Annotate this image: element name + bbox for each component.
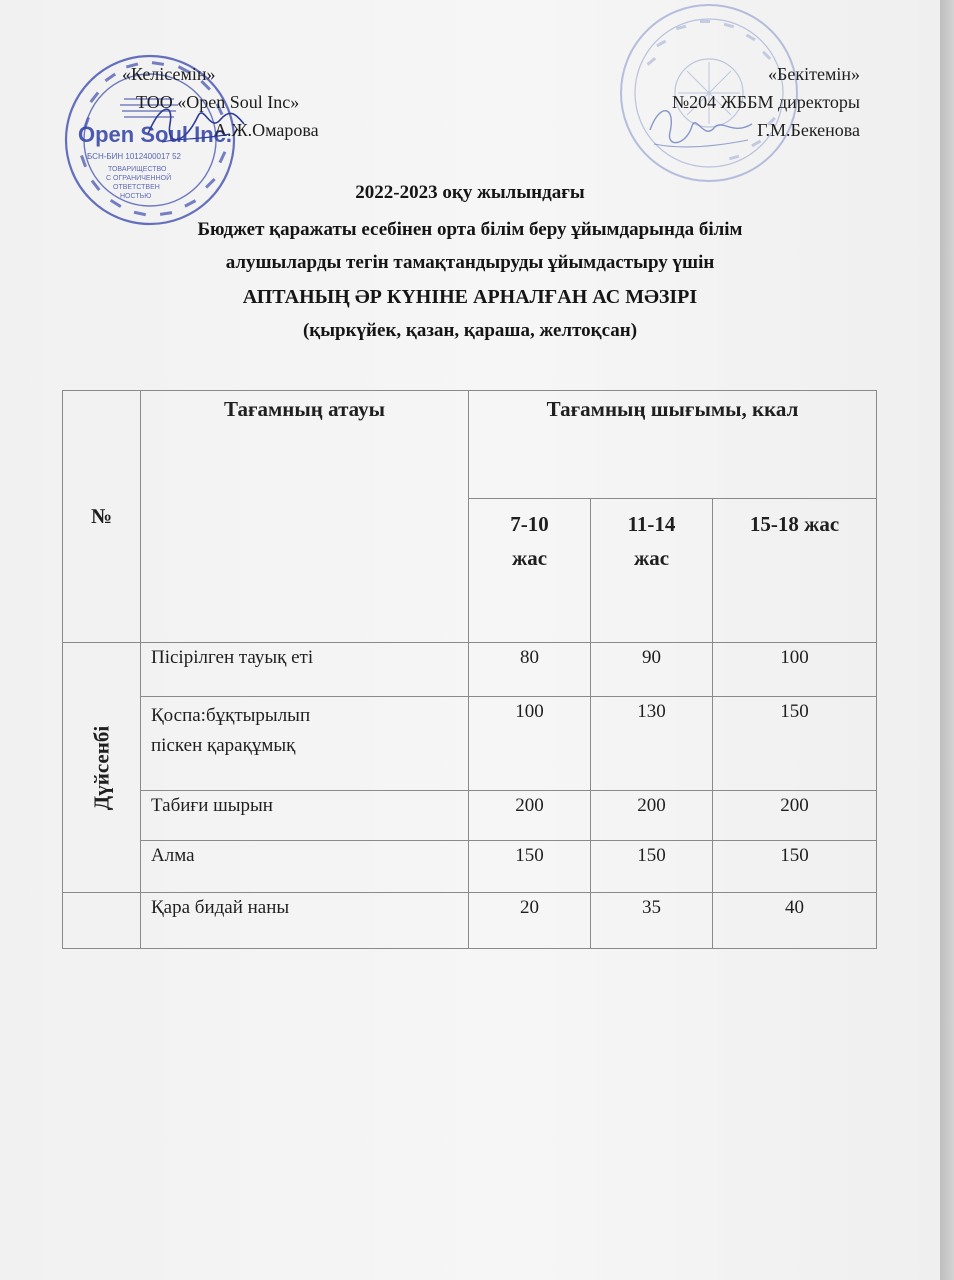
table-row <box>63 697 877 791</box>
kcal-7-10: 100 <box>515 701 544 722</box>
kcal-11-14: 35 <box>642 897 661 918</box>
approval-right-org: №204 ЖББМ директоры <box>672 92 860 112</box>
approval-right-person: Г.М.Бекенова <box>757 120 860 140</box>
approval-right-label: «Бекітемін» <box>768 64 860 84</box>
stamp-inner-line: ОТВЕТСТВЕН <box>113 184 160 191</box>
kcal-7-10: 150 <box>515 845 544 866</box>
title-line-budget: Бюджет қаражаты есебінен орта білім беру ұйымдарында білім <box>197 219 743 240</box>
signature-icon <box>140 94 250 154</box>
dish-name: Қара бидай наны <box>151 897 290 918</box>
col-header-dish: Тағамның атауы <box>141 391 469 643</box>
day-cell-empty <box>63 893 141 949</box>
kcal-11-14: 90 <box>642 647 661 668</box>
dish-name: Пісірілген тауық еті <box>151 647 314 668</box>
stamp-bin: БСН-БИН 1012400017 52 <box>87 152 181 161</box>
approval-left-label: «Келісемін» <box>122 64 216 84</box>
kcal-15-18: 200 <box>780 795 809 816</box>
page-edge <box>940 0 954 1280</box>
table-row <box>63 841 877 893</box>
table-row <box>63 791 877 841</box>
stamp-inner-line: НОСТЬЮ <box>120 193 152 200</box>
stamp-inner-line: С ОГРАНИЧЕННОЙ <box>106 175 172 182</box>
table-row <box>63 893 877 949</box>
kcal-7-10: 200 <box>515 795 544 816</box>
title-line-menu: АПТАНЫҢ ӘР КҮНІНЕ АРНАЛҒАН АС МӘЗІРІ <box>242 286 698 308</box>
col-header-yield: Тағамның шығымы, ккал <box>469 391 877 499</box>
col-header-no: № <box>63 391 141 643</box>
col-header-age-7-10: 7-10 жас <box>469 499 591 643</box>
stamp-inner-line: ТОВАРИЩЕСТВО <box>108 166 167 173</box>
title-line-year: 2022-2023 оқу жылындағы <box>355 182 585 203</box>
day-cell-monday: Дүйсенбі <box>63 643 141 893</box>
col-header-age-11-14: 11-14 жас <box>591 499 713 643</box>
approval-left-person: А.Ж.Омарова <box>214 120 319 140</box>
kcal-15-18: 40 <box>785 897 805 918</box>
table-row <box>63 643 877 697</box>
title-line-students: алушыларды тегін тамақтандыруды ұйымдастыру үшін <box>225 252 715 273</box>
col-header-age-15-18: 15-18 жас <box>713 499 877 643</box>
dish-name: Алма <box>151 845 195 866</box>
menu-table <box>62 390 877 949</box>
kcal-11-14: 130 <box>637 701 666 722</box>
kcal-11-14: 200 <box>637 795 666 816</box>
signature-icon <box>640 96 760 160</box>
kcal-7-10: 80 <box>520 647 539 668</box>
kcal-11-14: 150 <box>637 845 666 866</box>
kcal-15-18: 150 <box>780 701 809 722</box>
title-line-months: (қыркүйек, қазан, қараша, желтоқсан) <box>302 320 638 341</box>
kcal-15-18: 150 <box>780 845 809 866</box>
approval-left-org: ТОО «Open Soul Inc» <box>136 92 300 112</box>
kcal-15-18: 100 <box>780 647 809 668</box>
dish-name: Қоспа:бұқтырылып <box>151 705 311 726</box>
dish-name: Табиғи шырын <box>151 795 273 816</box>
kcal-7-10: 20 <box>520 897 539 918</box>
dish-name-continued: піскен қарақұмық <box>151 735 296 756</box>
stamp-company-name: Open Soul Inc. <box>78 122 233 147</box>
